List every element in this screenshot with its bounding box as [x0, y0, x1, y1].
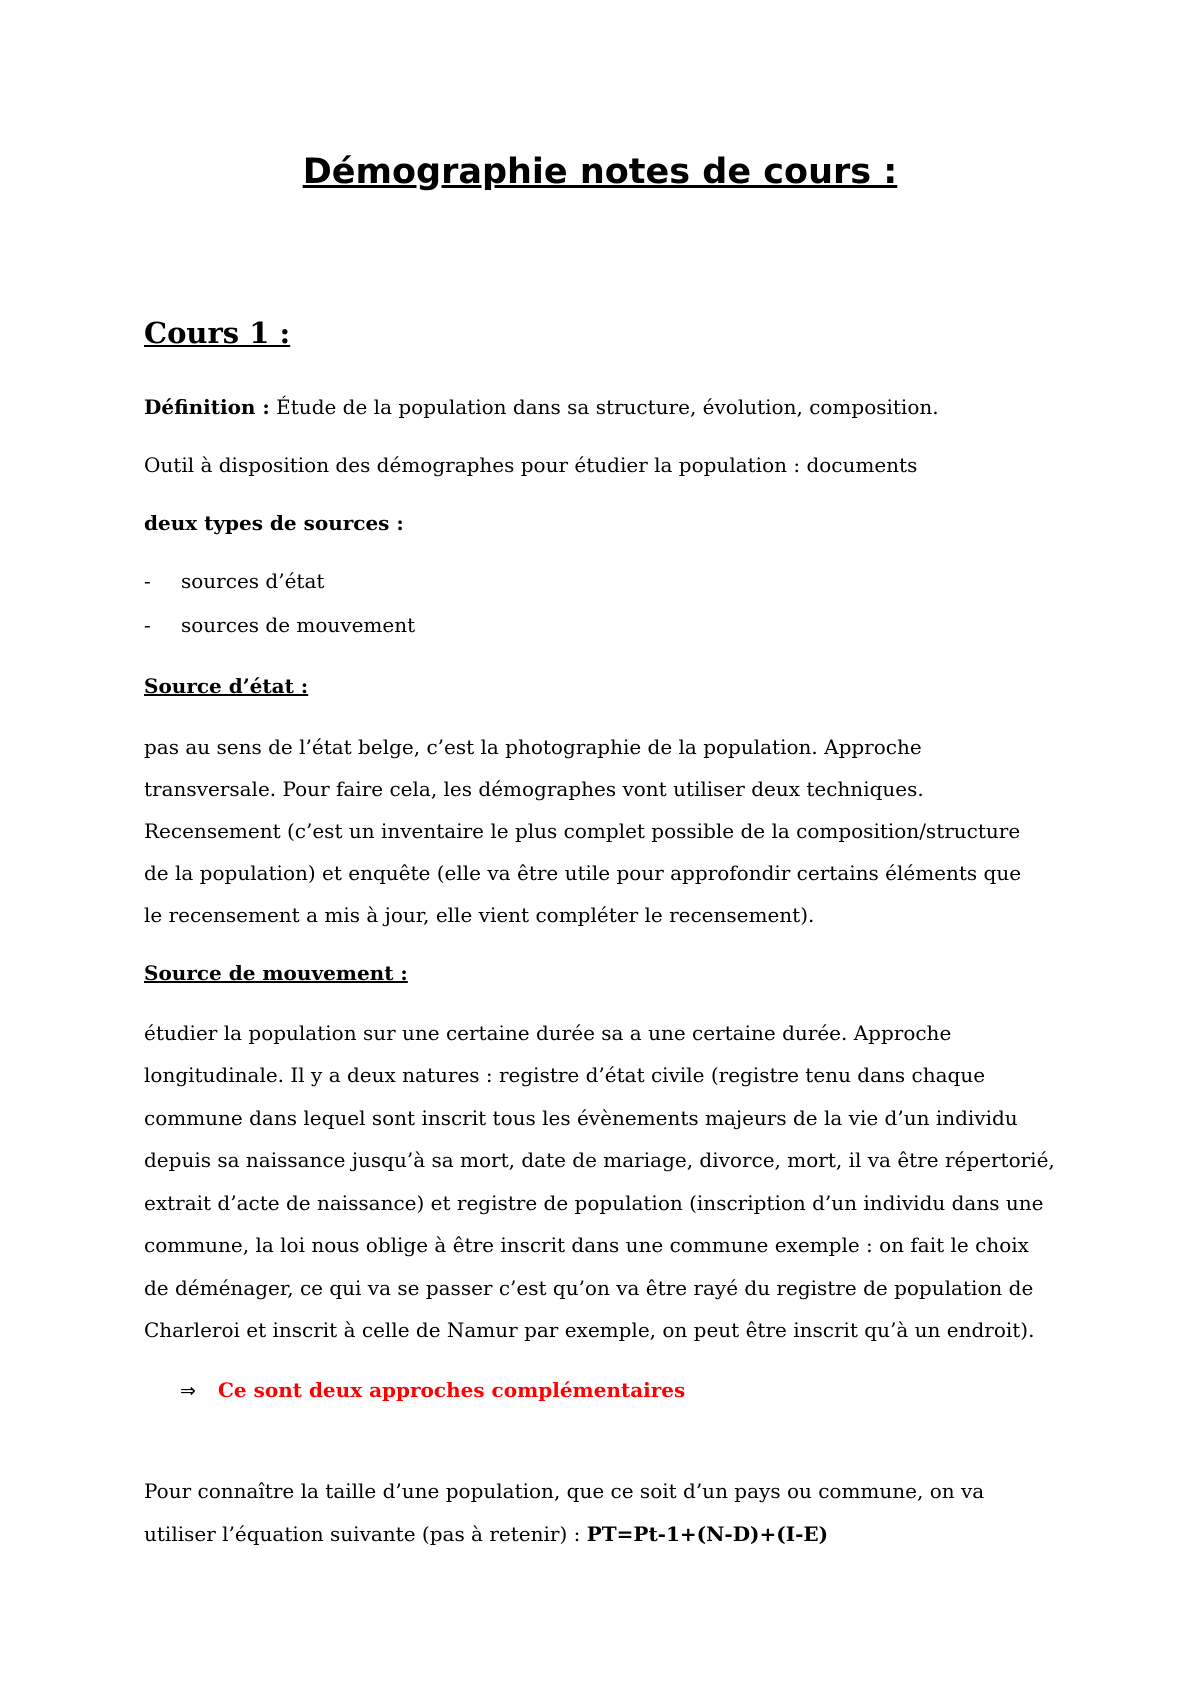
paragraph-line: Pour connaître la taille d’une population, que ce soit d’un pays ou commune, on va — [144, 1479, 985, 1503]
paragraph-line: Charleroi et inscrit à celle de Namur par exemple, on peut être inscrit qu’à un endroit). — [144, 1318, 1035, 1342]
tools-line: Outil à disposition des démographes pour étudier la population : documents — [144, 453, 918, 477]
document-title: Démographie notes de cours : — [302, 152, 898, 192]
list-item: sources d’état — [181, 569, 325, 593]
paragraph-line: transversale. Pour faire cela, les démographes vont utiliser deux techniques. — [144, 777, 924, 801]
equation-intro: utiliser l’équation suivante (pas à retenir) : — [144, 1522, 587, 1546]
paragraph-line: commune, la loi nous oblige à être inscrit dans une commune exemple : on fait le choix — [144, 1233, 1029, 1257]
definition-text: Étude de la population dans sa structure, évolution, composition. — [269, 395, 939, 419]
paragraph-line: de la population) et enquête (elle va être utile pour approfondir certains éléments que — [144, 861, 1022, 885]
paragraph-line: extrait d’acte de naissance) et registre de population (inscription d’un individu dans une — [144, 1191, 1044, 1215]
sources-types-label: deux types de sources : — [144, 511, 404, 535]
section-heading-cours-1: Cours 1 : — [144, 316, 291, 350]
bullet-dash: - — [144, 569, 151, 593]
paragraph-line: le recensement a mis à jour, elle vient compléter le recensement). — [144, 903, 815, 927]
bullet-dash: - — [144, 613, 151, 637]
paragraph-line: de déménager, ce qui va se passer c’est qu’on va être rayé du registre de population de — [144, 1276, 1034, 1300]
paragraph-line: pas au sens de l’état belge, c’est la photographie de la population. Approche — [144, 735, 922, 759]
list-item: sources de mouvement — [181, 613, 416, 637]
paragraph-line: Recensement (c’est un inventaire le plus complet possible de la composition/structure — [144, 819, 1021, 843]
right-double-arrow-icon: ⇒ — [180, 1380, 196, 1402]
source-etat-heading: Source d’état : — [144, 674, 309, 698]
source-mouvement-heading: Source de mouvement : — [144, 961, 408, 985]
callout-text: Ce sont deux approches complémentaires — [218, 1378, 686, 1402]
definition-line — [144, 393, 939, 421]
definition-label: Définition : — [144, 395, 270, 419]
paragraph-line: depuis sa naissance jusqu’à sa mort, date de mariage, divorce, mort, il va être répertorié, — [144, 1148, 1055, 1172]
paragraph-line: longitudinale. Il y a deux natures : registre d’état civile (registre tenu dans chaque — [144, 1063, 986, 1087]
population-equation: PT=Pt-1+(N-D)+(I-E) — [586, 1522, 829, 1546]
paragraph-line: commune dans lequel sont inscrit tous les évènements majeurs de la vie d’un individu — [144, 1106, 1018, 1130]
paragraph-line: étudier la population sur une certaine durée sa a une certaine durée. Approche — [144, 1021, 952, 1045]
paragraph-line — [144, 1520, 828, 1548]
